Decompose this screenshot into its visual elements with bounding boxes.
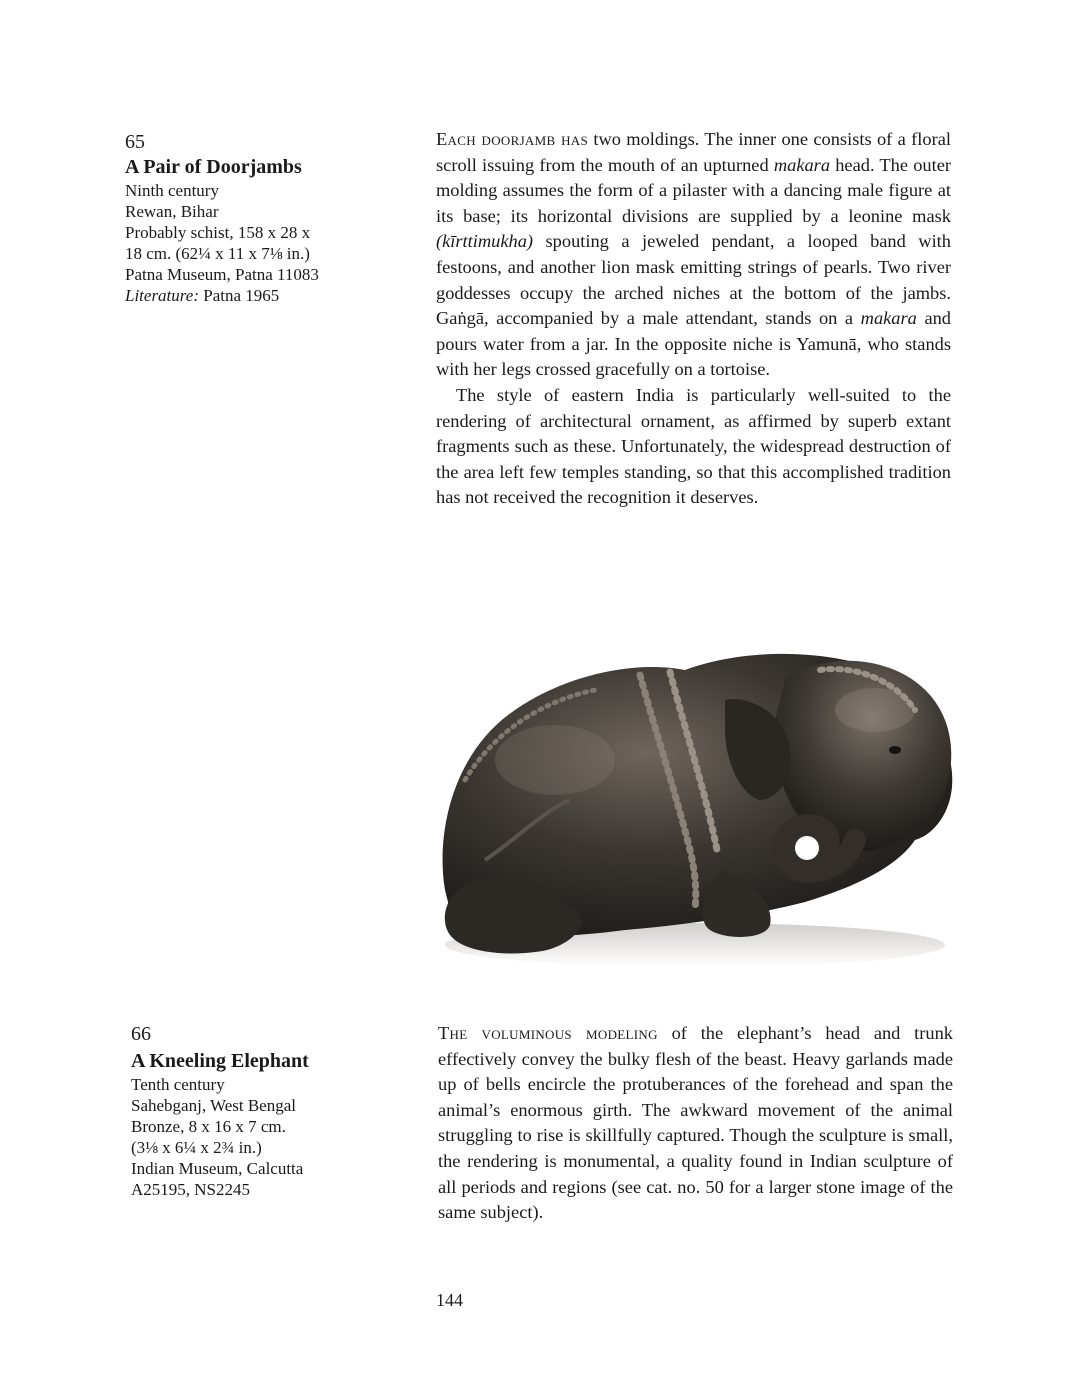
text-run: head. The outer molding assumes the form of a pilaster with a dancing male figure at its base; its horizontal divisions are supplied by a leonine mask: [436, 154, 951, 226]
entry-title: A Kneeling Elephant: [131, 1050, 309, 1072]
entry-details: [125, 180, 415, 306]
entry-details: [131, 1074, 421, 1200]
text-run-italic: makara: [773, 154, 831, 175]
material: Probably schist, 158 x 28 x: [125, 223, 311, 242]
paragraph: [438, 1021, 953, 1226]
date: Ninth century: [125, 181, 219, 200]
text-run: and pours water from a jar. In the opposite niche is Yamunā, who stands with her legs crossed gracefully on a tortoise.: [436, 308, 951, 380]
date: Tenth century: [131, 1075, 225, 1094]
paragraph: [436, 127, 951, 383]
text-run: spouting a jeweled pendant, a looped band with festoons, and another lion mask emitting strings of pearls. Two river goddesses occupy the arched niches at the bottom of the jambs. Gaṅgā, accompanied by a male attendant, stands on a: [436, 231, 951, 329]
literature: [125, 285, 415, 306]
provenance: Sahebganj, West Bengal: [131, 1096, 296, 1115]
lead-in: Each doorjamb has: [436, 129, 589, 149]
dimensions: (3⅛ x 6¼ x 2¾ in.): [131, 1138, 262, 1157]
catalog-number: 65: [125, 131, 145, 153]
page-number: 144: [436, 1290, 463, 1310]
catalog-number: 66: [131, 1023, 151, 1045]
entry-66-text: [438, 1021, 953, 1226]
literature-label: Literature:: [125, 286, 199, 305]
literature-value: Patna 1965: [203, 286, 280, 305]
entry-65-text: [436, 127, 951, 511]
entry-title: A Pair of Doorjambs: [125, 156, 302, 178]
accession-number: A25195, NS2245: [131, 1180, 251, 1199]
material: Bronze, 8 x 16 x 7 cm.: [131, 1117, 286, 1136]
text-run-italic: (kīrttimukha): [436, 231, 534, 252]
text-run: two moldings. The inner one consists of a floral scroll issuing from the mouth of an upturned: [436, 129, 951, 175]
entry-65-meta: [125, 130, 415, 306]
provenance: Rewan, Bihar: [125, 202, 219, 221]
entry-66-meta: [131, 1022, 421, 1200]
lead-in: The voluminous modeling: [438, 1023, 658, 1043]
dimensions: 18 cm. (62¼ x 11 x 7⅛ in.): [125, 244, 310, 263]
collection: Patna Museum, Patna 11083: [125, 265, 319, 284]
text-run: of the elephant’s head and trunk effectively convey the bulky flesh of the beast. Heavy garlands made up of bells encircle the protuberances of the forehead and span the animal’s enormous girth. The awkward movement of the animal struggling to rise is skillfully captured. Though the sculpture is small, the rendering is monumental, a quality found in Indian sculpture of all periods and regions (see cat. no. 50 for a larger stone image of the same subject).: [438, 1023, 953, 1223]
text-run-italic: makara: [860, 308, 917, 329]
elephant-photo: [425, 640, 965, 975]
paragraph: The style of eastern India is particularly well-suited to the rendering of architectural ornament, as affirmed by superb extant fragments such as these. Unfortunately, the widespread destruction of the area left few temples standing, so that this accomplished tradition has not received the recognition it deserves.: [436, 384, 951, 508]
collection: Indian Museum, Calcutta: [131, 1159, 304, 1178]
